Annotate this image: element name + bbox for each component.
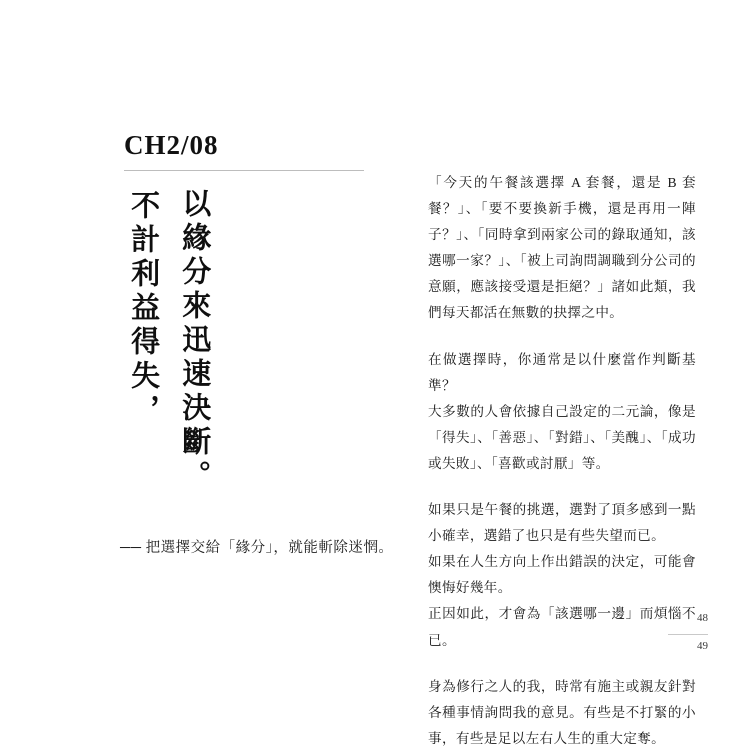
body-column (428, 170, 696, 750)
heading-divider (124, 170, 364, 171)
folio-divider (668, 634, 708, 635)
lead-note: ── 把選擇交給「緣分」，就能斬除迷惘。 (120, 540, 394, 556)
body-paragraph: 身為修行之人的我，時常有施主或親友針對各種事情詢問我的意見。有些是不打緊的小事，有些是足以左右人生的重大定奪。 (428, 678, 696, 746)
title-line-2: 不計利益得失， (127, 190, 160, 428)
page-number-left: 48 (697, 612, 708, 624)
body-paragraph: 在做選擇時，你通常是以什麼當作判斷基準？ 大多數的人會依據自己設定的二元論，像是「得失」、「善惡」、「對錯」、「美醜」、「成功或失敗」、「喜歡或討厭」等。 (428, 351, 696, 471)
vertical-title (124, 188, 212, 518)
title-line-1: 以緣分來迅速決斷。 (178, 188, 211, 494)
body-paragraph: 如果只是午餐的挑選，選對了頂多感到一點小確幸，選錯了也只是有些失望而已。 如果在人生方向上作出錯誤的決定，可能會懊悔好幾年。 正因如此，才會為「該選哪一邊」而煩惱不已。 (428, 502, 696, 648)
page-number-right: 49 (697, 640, 708, 652)
chapter-heading-block (52, 130, 394, 570)
chapter-number-line (124, 130, 364, 161)
section-number: 08 (189, 130, 219, 160)
chapter-separator: / (181, 130, 190, 160)
chapter-label: CH2 (124, 130, 181, 160)
body-paragraph: 「今天的午餐該選擇 A 套餐，還是 B 套餐？」、「要不要換新手機，還是再用一陣子？」、「同時拿到兩家公司的錄取通知，該選哪一家？」、「被上司詢問調職到分公司的意願，應該接受還是拒絕？」諸如此類，我們每天都活在無數的抉擇之中。 (428, 175, 696, 321)
